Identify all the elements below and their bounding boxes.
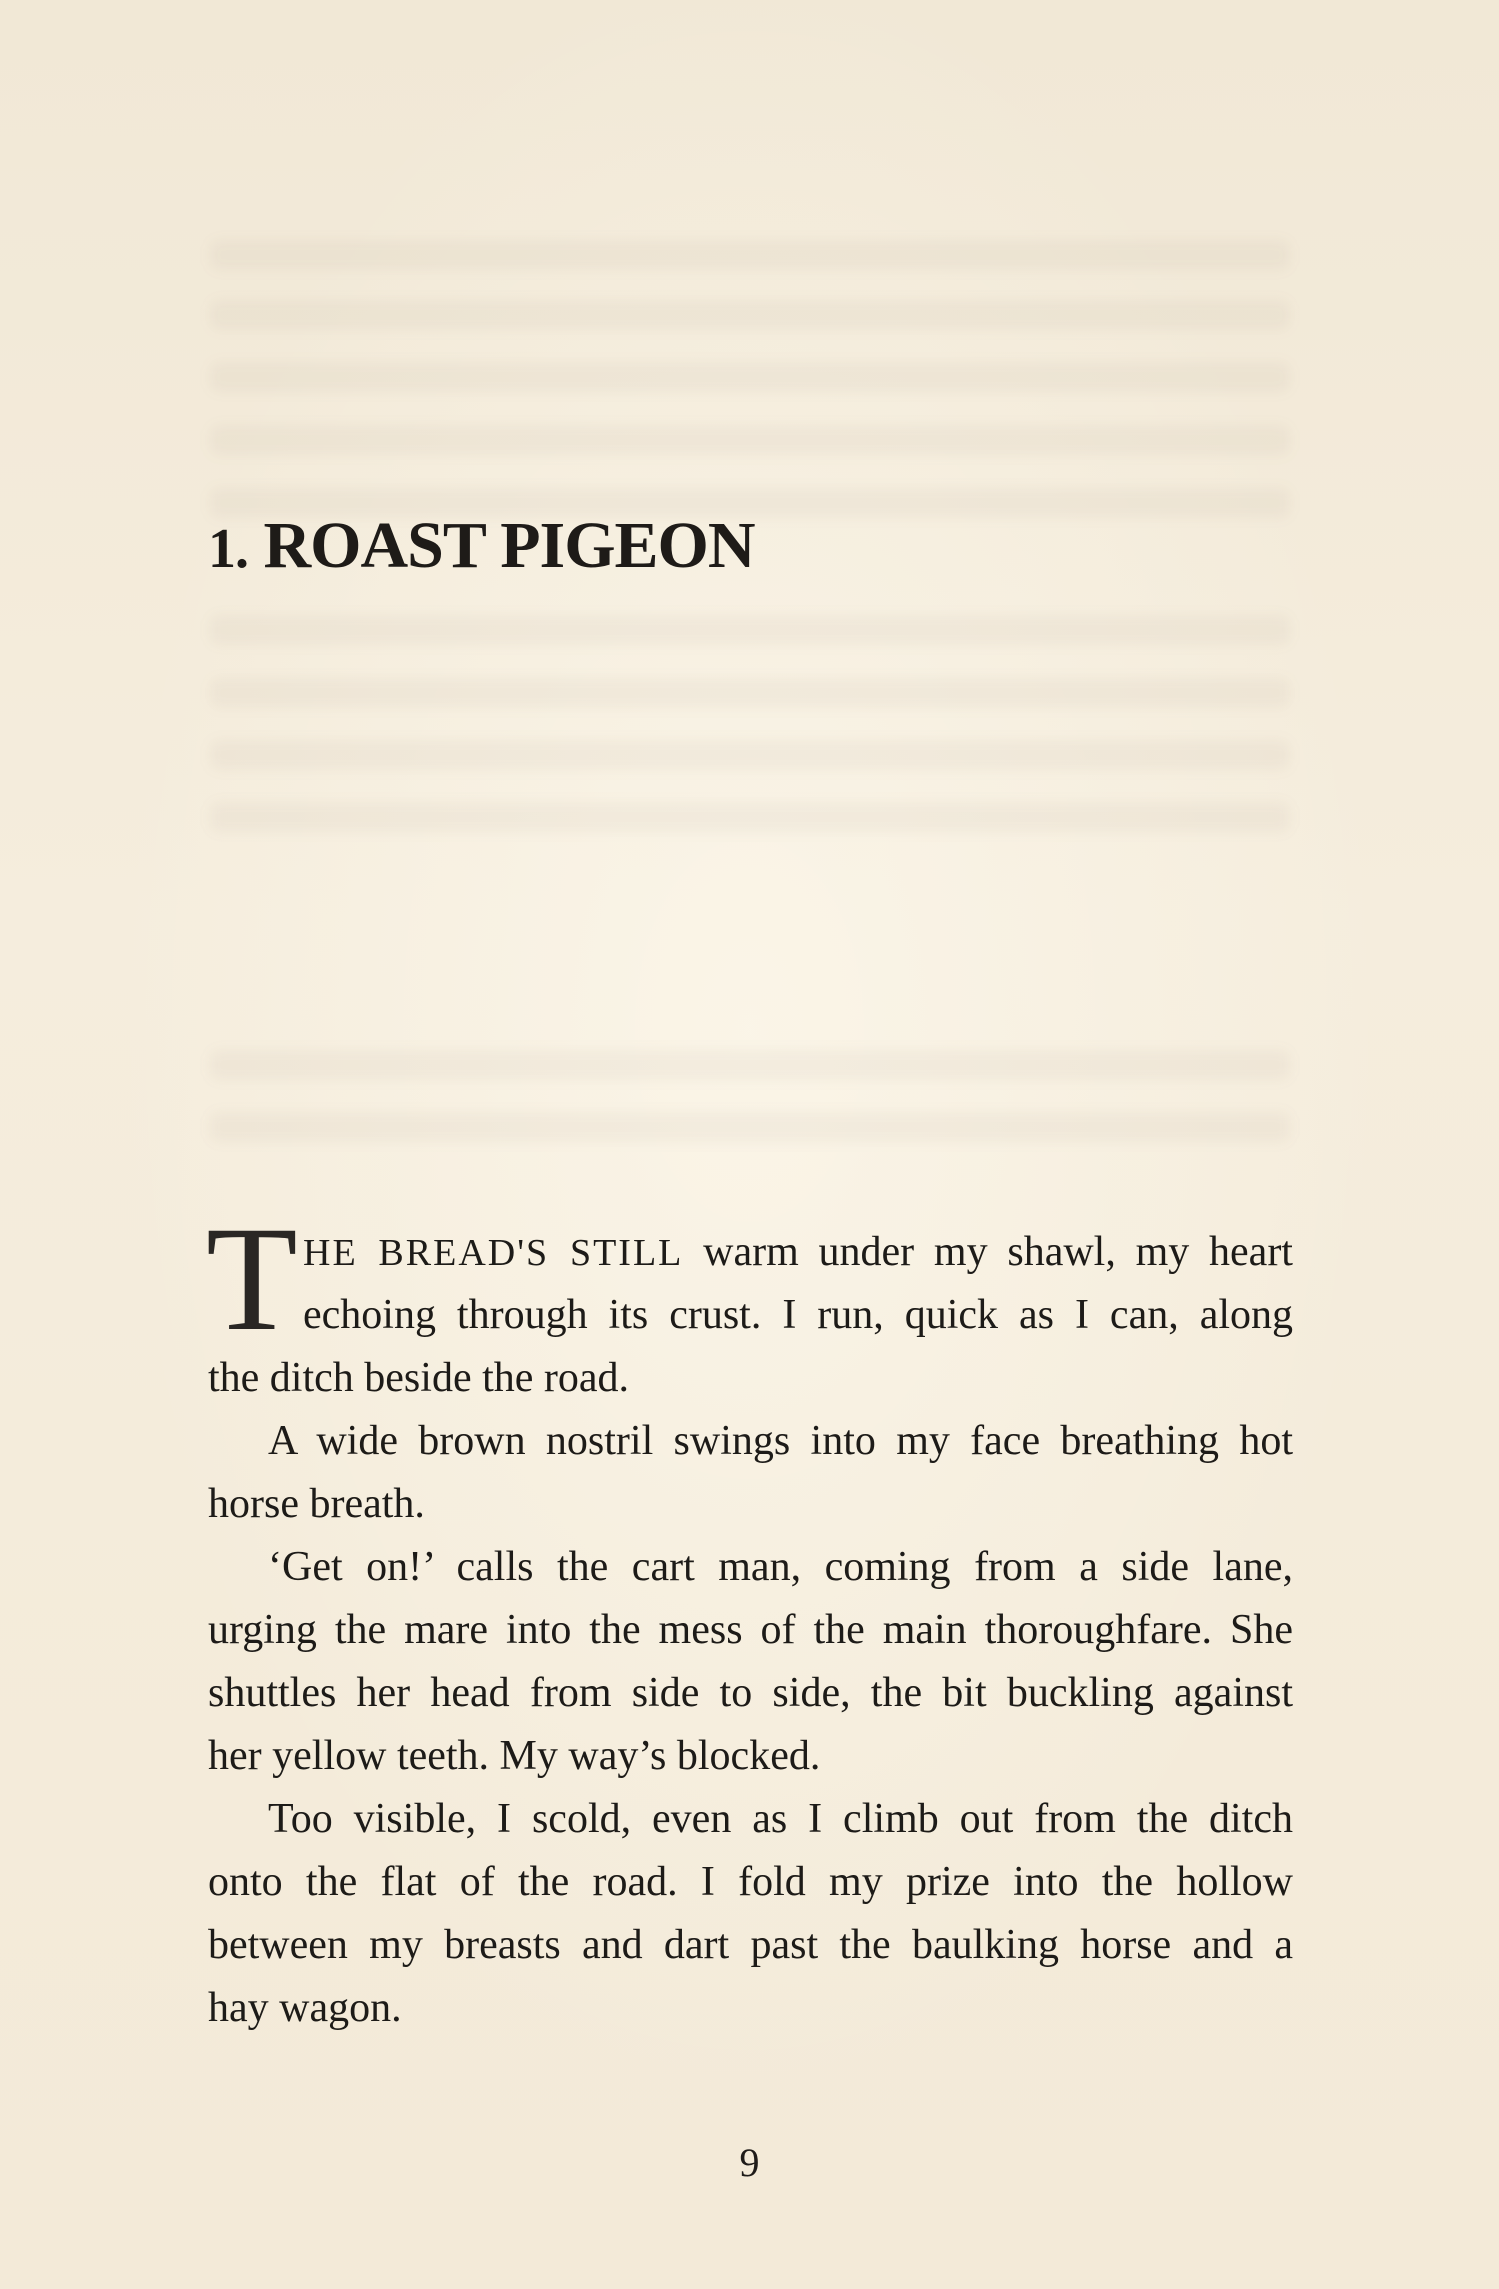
show-through-shadow bbox=[210, 362, 1290, 392]
text-line bbox=[208, 1221, 1293, 1284]
text-line: echoing through its crust. I run, quick as I can, along bbox=[303, 1292, 1293, 1338]
show-through-shadow bbox=[210, 300, 1290, 330]
text-line: A wide brown nostril swings into my face breathing hot bbox=[268, 1418, 1293, 1464]
show-through-shadow bbox=[210, 240, 1290, 270]
text-line: Too visible, I scold, even as I climb out from the ditch bbox=[268, 1796, 1293, 1842]
drop-cap: T bbox=[206, 1196, 298, 1362]
page-number: 9 bbox=[739, 2140, 760, 2185]
show-through-shadow bbox=[210, 740, 1290, 770]
text-line: her yellow teeth. My way’s blocked. bbox=[208, 1733, 821, 1779]
show-through-shadow bbox=[210, 425, 1290, 455]
text-line: horse breath. bbox=[208, 1481, 425, 1527]
chapter-number: 1. bbox=[208, 518, 248, 580]
show-through-shadow bbox=[210, 1112, 1290, 1142]
text-fragment: warm under my shawl, my heart bbox=[683, 1229, 1293, 1275]
body-text bbox=[208, 1221, 1293, 2040]
show-through-shadow bbox=[210, 802, 1290, 832]
show-through-shadow bbox=[210, 678, 1290, 708]
chapter-title bbox=[208, 509, 755, 582]
text-line: shuttles her head from side to side, the bit buckling against bbox=[208, 1670, 1293, 1716]
text-line: between my breasts and dart past the baulking horse and a bbox=[208, 1922, 1293, 1968]
small-caps-opening: HE BREAD'S STILL bbox=[303, 1232, 684, 1274]
text-line: the ditch beside the road. bbox=[208, 1355, 630, 1401]
text-line: hay wagon. bbox=[208, 1985, 402, 2031]
text-line: urging the mare into the mess of the main thoroughfare. She bbox=[208, 1607, 1293, 1653]
text-line: onto the flat of the road. I fold my prize into the hollow bbox=[208, 1859, 1293, 1905]
show-through-shadow bbox=[210, 1050, 1290, 1080]
text-line: ‘Get on!’ calls the cart man, coming from a side lane, bbox=[268, 1544, 1293, 1590]
show-through-shadow bbox=[210, 615, 1290, 645]
chapter-title-text: ROAST PIGEON bbox=[263, 509, 755, 582]
